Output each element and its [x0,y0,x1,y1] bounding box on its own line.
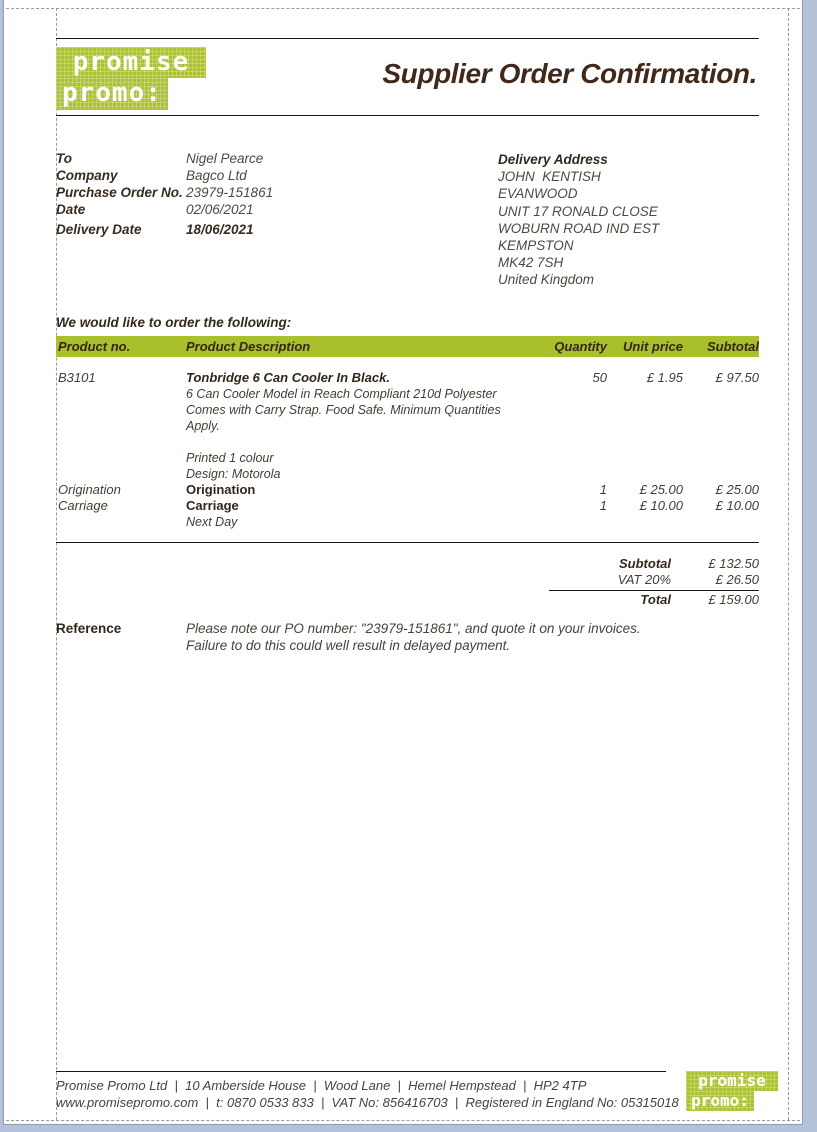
description-line: Design: Motorola [186,467,281,481]
quantity-cell: 50 [592,370,607,385]
delivery-address-line: MK42 7SH [498,255,564,271]
logo-text-promise: promise [56,47,206,78]
info-row-date [56,201,273,218]
subtotal-cell: £ 10.00 [715,498,759,513]
product-title-cell: Carriage [186,498,239,513]
footer-rule [56,1071,666,1072]
order-intro-text: We would like to order the following: [56,315,292,330]
page-title: Supplier Order Confirmation. [382,58,757,89]
footer-address-line: Promise Promo Ltd | 10 Amberside House | Wood Lane | Hemel Hempstead | HP2 4TP [56,1078,587,1093]
subtotal-cell: £ 25.00 [715,482,759,497]
info-row-po-number [56,184,273,201]
delivery-address-block [498,151,659,289]
total-row [549,590,759,608]
product-description-cell [186,386,541,482]
text-boundary-right [788,8,789,1120]
description-line: Printed 1 colour [186,451,274,465]
unit-price-cell: £ 10.00 [639,498,683,513]
header-rule-top [56,38,759,39]
vat-label: VAT 20% [617,572,671,587]
unit-price-cell: £ 25.00 [639,482,683,497]
delivery-address-line: JOHN KENTISH [498,169,601,185]
total-value: £ 159.00 [708,592,759,607]
logo-text-promo: promo: [686,1091,754,1111]
date-label: Date [56,202,86,217]
delivery-address-line: KEMPSTON [498,238,574,254]
vat-row [549,572,759,588]
delivery-address-line: UNIT 17 RONALD CLOSE [498,203,658,219]
col-header-description: Product Description [186,339,311,354]
delivery-address-line: EVANWOOD [498,186,578,202]
product-no-cell: Carriage [58,498,108,513]
delivery-address-label: Delivery Address [498,152,608,167]
promise-promo-logo [56,47,206,110]
table-row-carriage [56,498,759,514]
footer-text-block [56,1077,679,1111]
date-value: 02/06/2021 [186,202,254,217]
po-number-value: 23979-151861 [186,185,274,200]
order-table-header [56,336,759,357]
delivery-date-label: Delivery Date [56,222,142,237]
col-header-subtotal: Subtotal [707,339,759,354]
subtotal-row [549,556,759,572]
description-line: Apply. [186,419,220,433]
table-row-origination [56,482,759,498]
col-header-quantity: Quantity [554,339,607,354]
delivery-address-line: United Kingdom [498,272,595,288]
subtotal-label: Subtotal [619,556,671,571]
logo-text-promo: promo: [56,78,168,110]
description-line: Next Day [186,515,238,529]
text-boundary-bottom [6,1120,800,1121]
document-page [3,0,803,1125]
description-line: 6 Can Cooler Model in Reach Compliant 210d Polyester [186,387,497,401]
to-label: To [56,151,72,166]
product-title-cell: Origination [186,482,256,497]
company-value: Bagco Ltd [186,168,247,183]
unit-price-cell: £ 1.95 [646,370,683,385]
quantity-cell: 1 [599,498,607,513]
delivery-address-line: WOBURN ROAD IND EST [498,220,660,236]
info-row-company [56,167,273,184]
header-rule-bottom [56,115,759,116]
subtotal-value: £ 132.50 [708,556,759,571]
table-bottom-rule [56,542,759,543]
reference-line: Failure to do this could well result in delayed payment. [186,637,511,653]
delivery-date-value: 18/06/2021 [186,222,254,237]
table-row-carriage-note [56,514,759,530]
description-line: Comes with Carry Strap. Food Safe. Minimum Quantities [186,403,501,417]
reference-block [56,621,641,654]
order-info-block [56,150,273,238]
subtotal-cell: £ 97.50 [715,370,759,385]
footer-contact-line: www.promisepromo.com | t: 0870 0533 833 | VAT No: 856416703 | Registered in England No: 05315018 [56,1095,679,1110]
text-boundary-top [6,8,800,9]
description-line [186,434,541,450]
logo-text-promise: promise [686,1071,778,1091]
po-number-label: Purchase Order No. [56,185,183,200]
col-header-unit-price: Unit price [623,339,683,354]
product-no-cell: B3101 [58,370,96,385]
vat-value: £ 26.50 [715,572,759,587]
totals-block [549,556,759,608]
company-label: Company [56,168,118,183]
total-label: Total [640,592,671,607]
reference-text [186,621,641,654]
table-row [56,370,759,386]
reference-label: Reference [56,621,122,636]
info-row-to [56,150,273,167]
quantity-cell: 1 [599,482,607,497]
order-table-body [56,366,759,530]
product-title-cell: Tonbridge 6 Can Cooler In Black. [186,370,390,385]
info-row-delivery-date [56,221,273,238]
promise-promo-footer-logo [686,1071,778,1111]
col-header-product-no: Product no. [58,339,131,354]
table-row-description [56,386,759,482]
product-no-cell: Origination [58,482,121,497]
to-value: Nigel Pearce [186,151,264,166]
reference-line: Please note our PO number: "23979-151861", and quote it on your invoices. [186,621,641,636]
